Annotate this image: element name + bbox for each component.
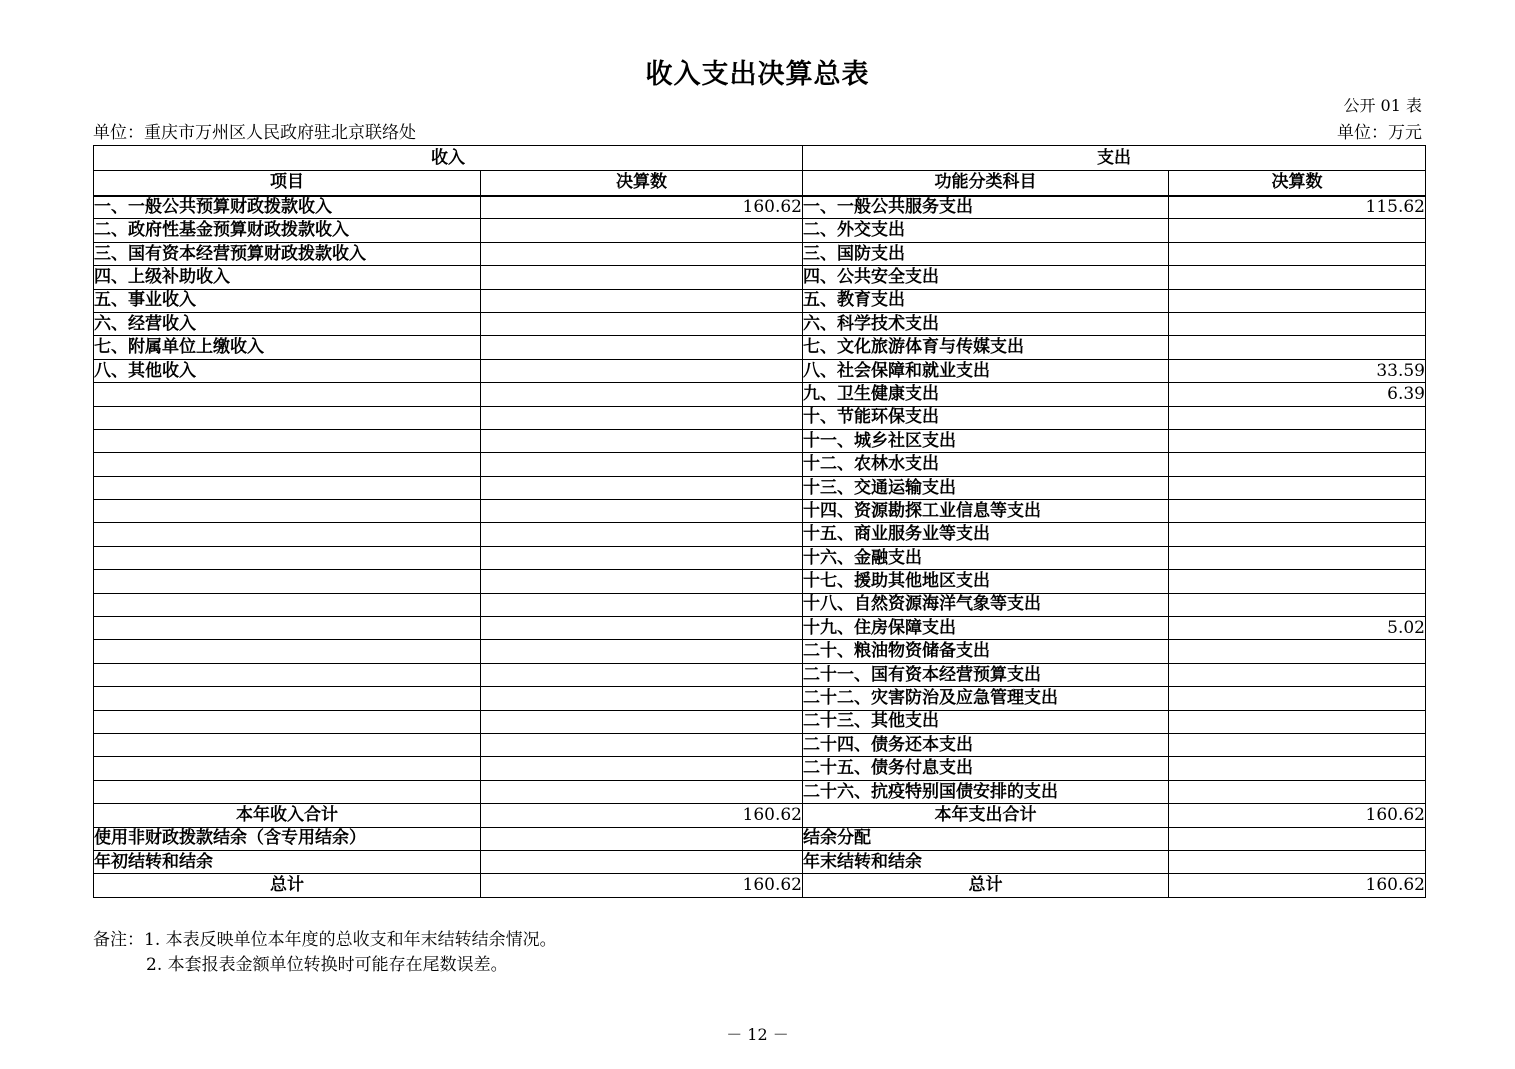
income-item-cell bbox=[94, 593, 481, 616]
income-item-cell: 一、一般公共预算财政拨款收入 bbox=[94, 196, 481, 219]
income-amount-cell bbox=[481, 289, 803, 312]
expense-subject-cell: 九、卫生健康支出 bbox=[803, 383, 1169, 406]
table-row bbox=[94, 850, 1426, 873]
expense-subject-cell: 年末结转和结余 bbox=[803, 850, 1169, 873]
expense-amount-cell bbox=[1169, 710, 1426, 733]
income-item-cell bbox=[94, 406, 481, 429]
income-amount-cell bbox=[481, 827, 803, 850]
unit-money-label: 单位：万元 bbox=[1337, 123, 1422, 143]
expense-subject-cell: 二十四、债务还本支出 bbox=[803, 733, 1169, 756]
income-amount-cell bbox=[481, 359, 803, 382]
income-item-cell: 四、上级补助收入 bbox=[94, 266, 481, 289]
income-amount-cell bbox=[481, 453, 803, 476]
income-item-cell bbox=[94, 640, 481, 663]
table-row bbox=[94, 874, 1426, 897]
table-row bbox=[94, 827, 1426, 850]
col-header-expense-amount: 决算数 bbox=[1169, 171, 1426, 196]
income-item-cell bbox=[94, 780, 481, 803]
expense-subject-cell: 三、国防支出 bbox=[803, 242, 1169, 265]
income-item-cell bbox=[94, 710, 481, 733]
table-row bbox=[94, 687, 1426, 710]
expense-amount-cell bbox=[1169, 453, 1426, 476]
income-item-cell: 本年收入合计 bbox=[94, 804, 481, 827]
expense-subject-cell: 十四、资源勘探工业信息等支出 bbox=[803, 500, 1169, 523]
income-amount-cell bbox=[481, 500, 803, 523]
expense-subject-cell: 二、外交支出 bbox=[803, 219, 1169, 242]
table-row bbox=[94, 640, 1426, 663]
section-header-row bbox=[94, 146, 1426, 171]
expense-amount-cell bbox=[1169, 523, 1426, 546]
expense-amount-cell: 5.02 bbox=[1169, 617, 1426, 640]
note-line-2: 2. 本套报表金额单位转换时可能存在尾数误差。 bbox=[146, 955, 508, 975]
income-item-cell bbox=[94, 617, 481, 640]
table-row bbox=[94, 429, 1426, 452]
income-item-cell bbox=[94, 500, 481, 523]
budget-summary-table bbox=[93, 145, 1426, 898]
expense-subject-cell: 六、科学技术支出 bbox=[803, 312, 1169, 335]
table-row bbox=[94, 383, 1426, 406]
expense-amount-cell bbox=[1169, 289, 1426, 312]
income-item-cell bbox=[94, 570, 481, 593]
income-amount-cell bbox=[481, 429, 803, 452]
expense-amount-cell bbox=[1169, 570, 1426, 593]
expense-subject-cell: 八、社会保障和就业支出 bbox=[803, 359, 1169, 382]
income-item-cell bbox=[94, 757, 481, 780]
income-item-cell bbox=[94, 383, 481, 406]
expense-amount-cell bbox=[1169, 593, 1426, 616]
col-header-income-amount: 决算数 bbox=[481, 171, 803, 196]
income-item-cell: 六、经营收入 bbox=[94, 312, 481, 335]
income-amount-cell bbox=[481, 570, 803, 593]
expense-subject-cell: 十二、农林水支出 bbox=[803, 453, 1169, 476]
income-item-cell: 使用非财政拨款结余（含专用结余） bbox=[94, 827, 481, 850]
page-number: － 12 － bbox=[726, 1025, 789, 1044]
table-row bbox=[94, 733, 1426, 756]
expense-amount-cell bbox=[1169, 476, 1426, 499]
income-item-cell: 三、国有资本经营预算财政拨款收入 bbox=[94, 242, 481, 265]
income-amount-cell bbox=[481, 312, 803, 335]
table-code-label: 公开 01 表 bbox=[1343, 96, 1422, 115]
income-amount-cell bbox=[481, 710, 803, 733]
income-amount-cell bbox=[481, 687, 803, 710]
income-amount-cell bbox=[481, 406, 803, 429]
expense-amount-cell bbox=[1169, 640, 1426, 663]
table-row bbox=[94, 546, 1426, 569]
notes-block bbox=[93, 928, 557, 978]
table-row bbox=[94, 266, 1426, 289]
col-header-expense-subject: 功能分类科目 bbox=[803, 171, 1169, 196]
income-amount-cell bbox=[481, 266, 803, 289]
expense-amount-cell bbox=[1169, 312, 1426, 335]
expense-amount-cell bbox=[1169, 733, 1426, 756]
expense-amount-cell bbox=[1169, 687, 1426, 710]
column-header-row bbox=[94, 171, 1426, 196]
income-amount-cell bbox=[481, 219, 803, 242]
expense-section-header: 支出 bbox=[803, 146, 1426, 171]
expense-amount-cell: 6.39 bbox=[1169, 383, 1426, 406]
income-amount-cell bbox=[481, 780, 803, 803]
income-amount-cell bbox=[481, 242, 803, 265]
table-row bbox=[94, 476, 1426, 499]
table-row bbox=[94, 663, 1426, 686]
income-amount-cell bbox=[481, 850, 803, 873]
expense-subject-cell: 二十二、灾害防治及应急管理支出 bbox=[803, 687, 1169, 710]
expense-subject-cell: 五、教育支出 bbox=[803, 289, 1169, 312]
expense-subject-cell: 十一、城乡社区支出 bbox=[803, 429, 1169, 452]
income-item-cell: 总计 bbox=[94, 874, 481, 897]
table-row bbox=[94, 593, 1426, 616]
income-item-cell bbox=[94, 733, 481, 756]
table-row bbox=[94, 336, 1426, 359]
expense-subject-cell: 十七、援助其他地区支出 bbox=[803, 570, 1169, 593]
table-row bbox=[94, 359, 1426, 382]
table-row bbox=[94, 289, 1426, 312]
expense-subject-cell: 二十五、债务付息支出 bbox=[803, 757, 1169, 780]
income-amount-cell bbox=[481, 757, 803, 780]
expense-amount-cell bbox=[1169, 780, 1426, 803]
income-amount-cell: 160.62 bbox=[481, 804, 803, 827]
expense-amount-cell bbox=[1169, 850, 1426, 873]
income-amount-cell bbox=[481, 523, 803, 546]
expense-subject-cell: 十六、金融支出 bbox=[803, 546, 1169, 569]
income-amount-cell bbox=[481, 593, 803, 616]
table-row bbox=[94, 453, 1426, 476]
income-item-cell bbox=[94, 687, 481, 710]
expense-amount-cell bbox=[1169, 266, 1426, 289]
expense-subject-cell: 十九、住房保障支出 bbox=[803, 617, 1169, 640]
expense-amount-cell bbox=[1169, 242, 1426, 265]
income-item-cell bbox=[94, 453, 481, 476]
table-row bbox=[94, 710, 1426, 733]
income-amount-cell: 160.62 bbox=[481, 874, 803, 897]
income-amount-cell bbox=[481, 617, 803, 640]
expense-amount-cell: 160.62 bbox=[1169, 874, 1426, 897]
income-item-cell: 八、其他收入 bbox=[94, 359, 481, 382]
table-row bbox=[94, 780, 1426, 803]
table-row bbox=[94, 406, 1426, 429]
note-line-1: 备注：1. 本表反映单位本年度的总收支和年末结转结余情况。 bbox=[93, 930, 557, 950]
income-item-cell bbox=[94, 429, 481, 452]
table-body bbox=[94, 196, 1426, 898]
table-row bbox=[94, 196, 1426, 219]
col-header-income-item: 项目 bbox=[94, 171, 481, 196]
table-row bbox=[94, 500, 1426, 523]
expense-subject-cell: 二十、粮油物资储备支出 bbox=[803, 640, 1169, 663]
table-row bbox=[94, 617, 1426, 640]
expense-amount-cell bbox=[1169, 219, 1426, 242]
expense-amount-cell bbox=[1169, 663, 1426, 686]
expense-subject-cell: 十、节能环保支出 bbox=[803, 406, 1169, 429]
expense-amount-cell bbox=[1169, 827, 1426, 850]
income-item-cell bbox=[94, 663, 481, 686]
expense-subject-cell: 一、一般公共服务支出 bbox=[803, 196, 1169, 219]
expense-subject-cell: 十五、商业服务业等支出 bbox=[803, 523, 1169, 546]
table-row bbox=[94, 523, 1426, 546]
table-row bbox=[94, 757, 1426, 780]
expense-amount-cell: 160.62 bbox=[1169, 804, 1426, 827]
expense-subject-cell: 本年支出合计 bbox=[803, 804, 1169, 827]
income-amount-cell bbox=[481, 383, 803, 406]
income-section-header: 收入 bbox=[94, 146, 803, 171]
expense-subject-cell: 四、公共安全支出 bbox=[803, 266, 1169, 289]
expense-amount-cell bbox=[1169, 757, 1426, 780]
income-item-cell: 七、附属单位上缴收入 bbox=[94, 336, 481, 359]
expense-amount-cell bbox=[1169, 336, 1426, 359]
income-item-cell: 二、政府性基金预算财政拨款收入 bbox=[94, 219, 481, 242]
expense-subject-cell: 二十三、其他支出 bbox=[803, 710, 1169, 733]
unit-row bbox=[93, 118, 1422, 143]
expense-subject-cell: 十八、自然资源海洋气象等支出 bbox=[803, 593, 1169, 616]
income-amount-cell bbox=[481, 640, 803, 663]
income-amount-cell bbox=[481, 476, 803, 499]
income-item-cell: 年初结转和结余 bbox=[94, 850, 481, 873]
income-amount-cell bbox=[481, 663, 803, 686]
expense-amount-cell bbox=[1169, 429, 1426, 452]
expense-subject-cell: 结余分配 bbox=[803, 827, 1169, 850]
income-amount-cell bbox=[481, 336, 803, 359]
expense-subject-cell: 七、文化旅游体育与传媒支出 bbox=[803, 336, 1169, 359]
expense-subject-cell: 二十一、国有资本经营预算支出 bbox=[803, 663, 1169, 686]
expense-amount-cell: 115.62 bbox=[1169, 196, 1426, 219]
expense-subject-cell: 十三、交通运输支出 bbox=[803, 476, 1169, 499]
income-amount-cell: 160.62 bbox=[481, 196, 803, 219]
expense-amount-cell bbox=[1169, 500, 1426, 523]
expense-amount-cell bbox=[1169, 406, 1426, 429]
expense-amount-cell: 33.59 bbox=[1169, 359, 1426, 382]
table-row bbox=[94, 570, 1426, 593]
table-row bbox=[94, 242, 1426, 265]
income-item-cell bbox=[94, 523, 481, 546]
page-title: 收入支出决算总表 bbox=[645, 59, 870, 90]
table-row bbox=[94, 312, 1426, 335]
expense-amount-cell bbox=[1169, 546, 1426, 569]
expense-subject-cell: 二十六、抗疫特别国债安排的支出 bbox=[803, 780, 1169, 803]
unit-name-label: 单位：重庆市万州区人民政府驻北京联络处 bbox=[93, 123, 416, 143]
income-item-cell bbox=[94, 476, 481, 499]
income-amount-cell bbox=[481, 733, 803, 756]
table-row bbox=[94, 219, 1426, 242]
table-row bbox=[94, 804, 1426, 827]
income-item-cell bbox=[94, 546, 481, 569]
expense-subject-cell: 总计 bbox=[803, 874, 1169, 897]
income-item-cell: 五、事业收入 bbox=[94, 289, 481, 312]
income-amount-cell bbox=[481, 546, 803, 569]
